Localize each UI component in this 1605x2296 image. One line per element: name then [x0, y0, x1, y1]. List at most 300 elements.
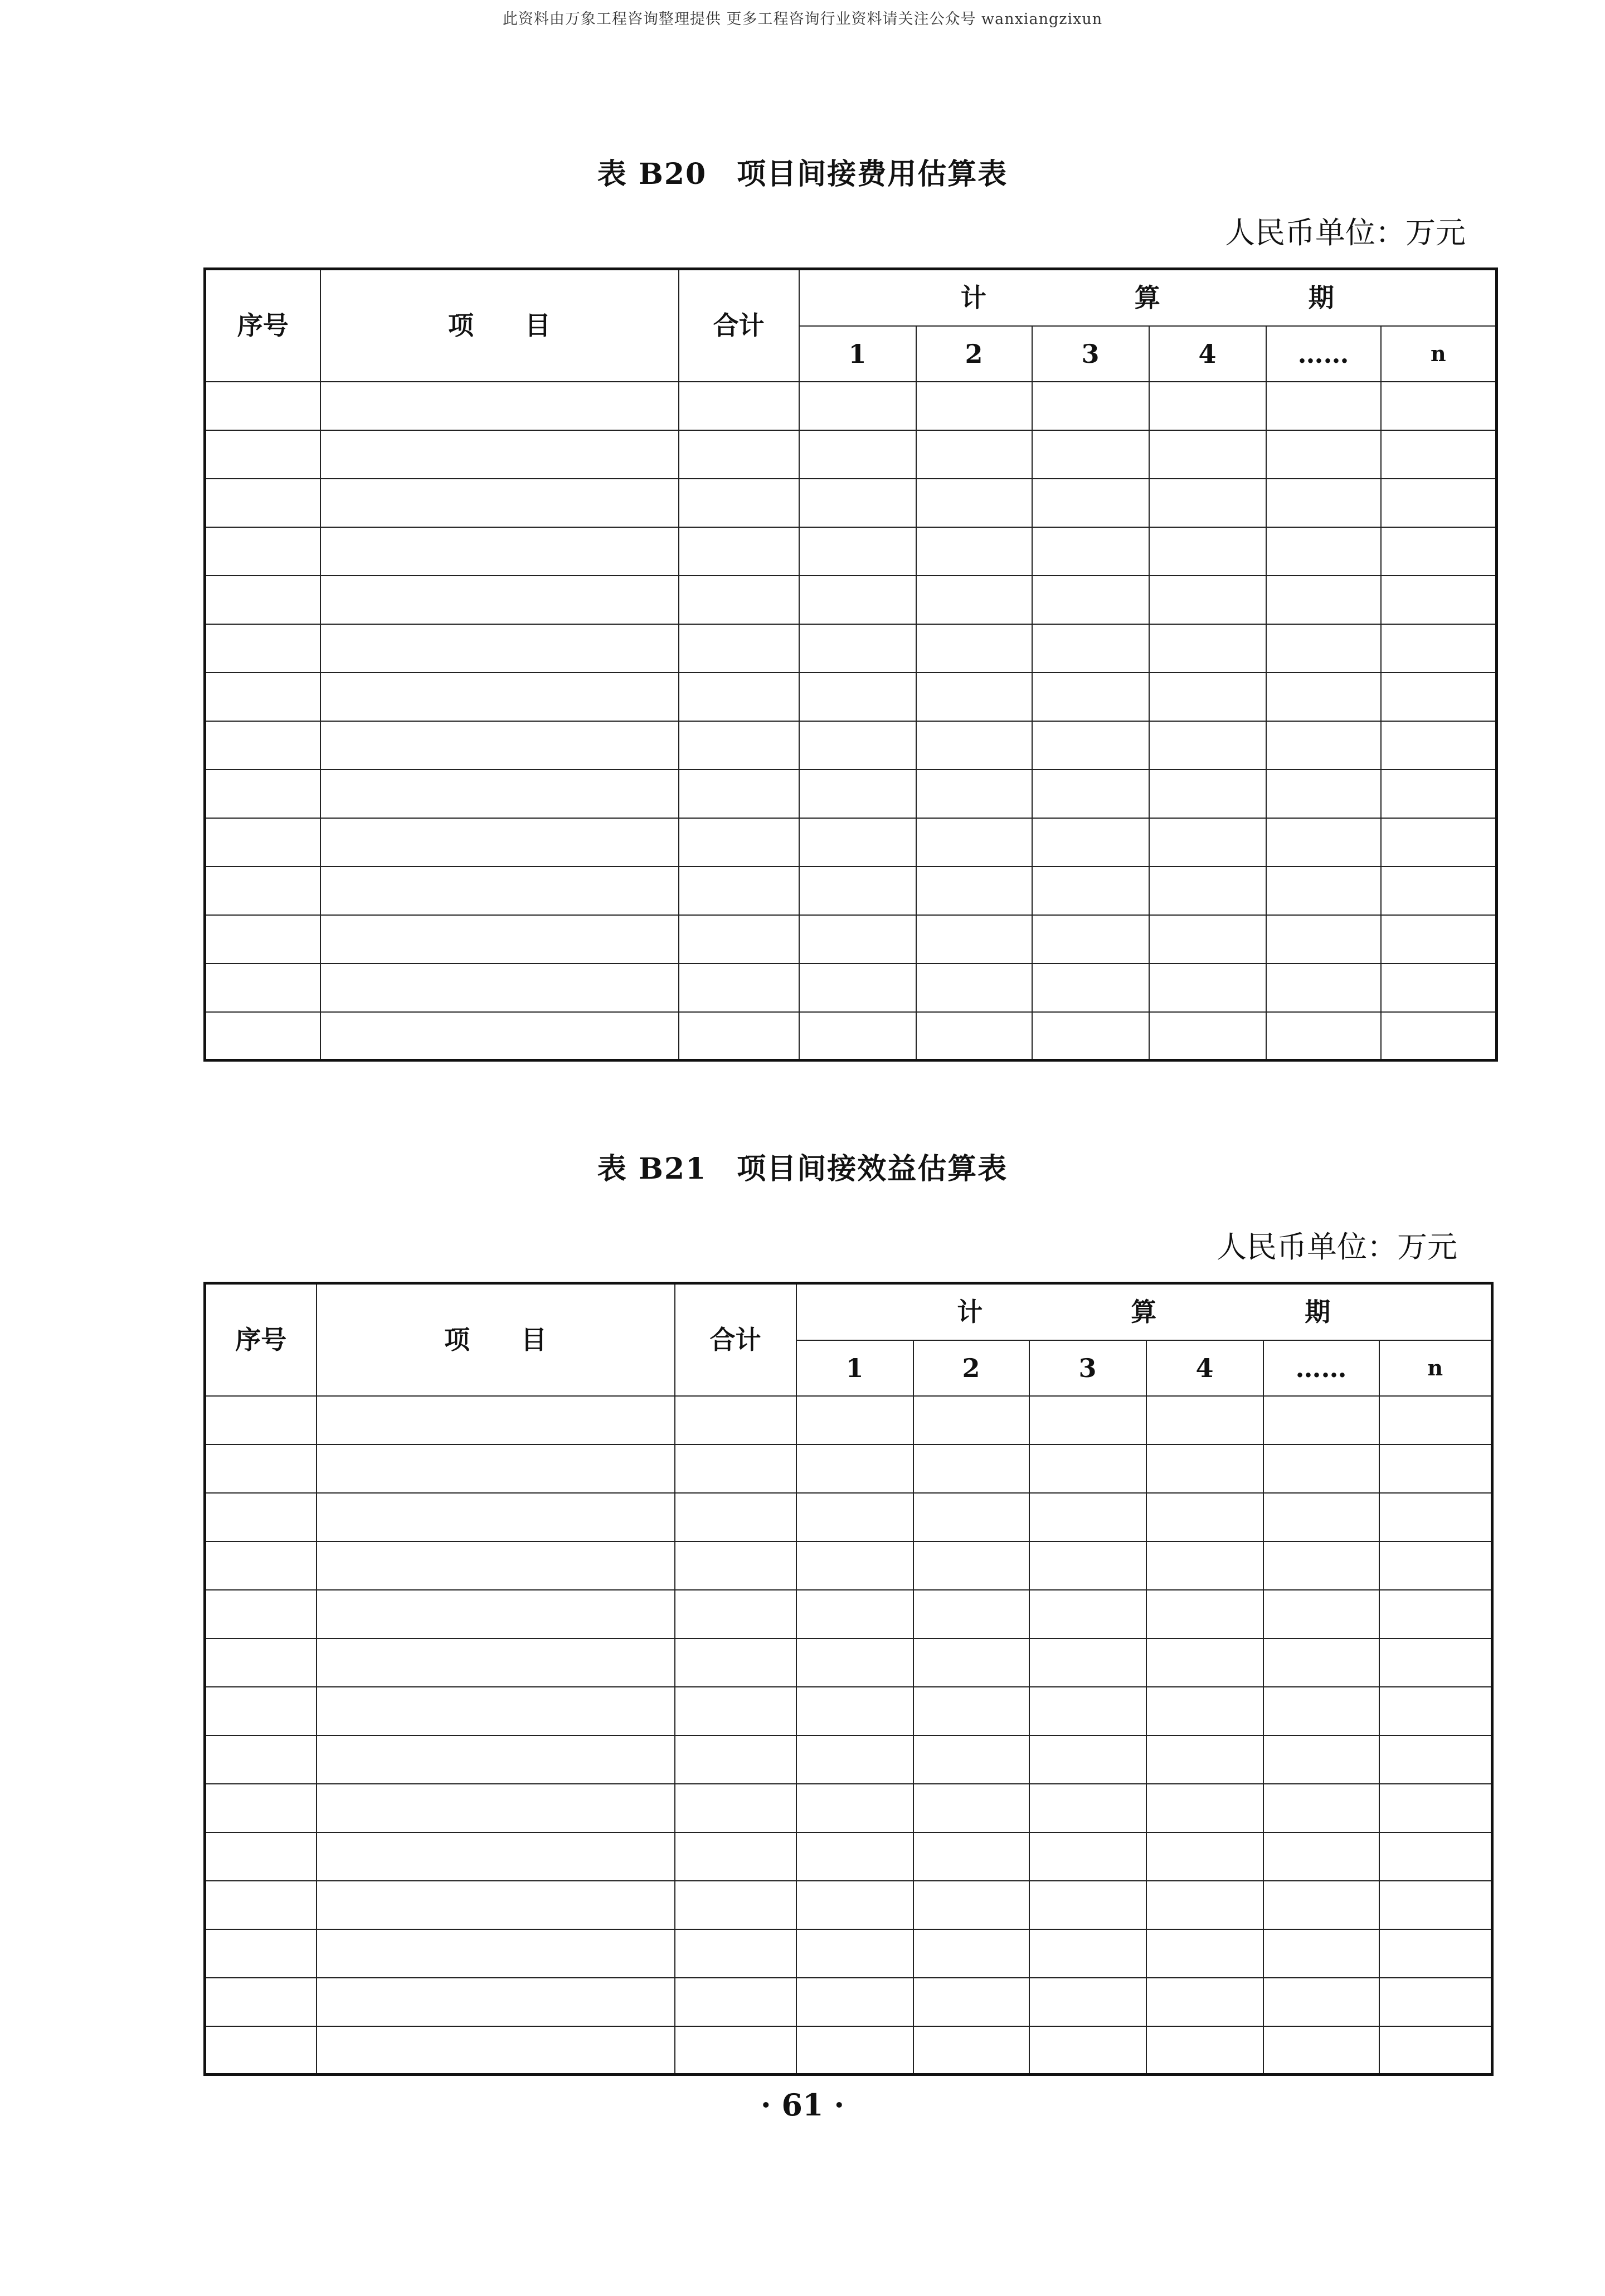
- empty-cell: [799, 527, 916, 576]
- empty-cell: [1381, 721, 1497, 770]
- empty-cell: [913, 1444, 1029, 1493]
- period-col-1: 1: [799, 326, 916, 382]
- empty-cell: [679, 1012, 799, 1061]
- empty-cell: [205, 1493, 317, 1541]
- empty-cell: [205, 1444, 317, 1493]
- empty-cell: [799, 867, 916, 915]
- empty-cell: [1381, 382, 1497, 430]
- empty-cell: [205, 1978, 317, 2026]
- empty-cell: [1263, 2026, 1379, 2075]
- empty-cell: [675, 1832, 796, 1881]
- empty-cell: [205, 1784, 317, 1832]
- empty-cell: [1146, 2026, 1263, 2075]
- empty-cell: [1263, 1541, 1379, 1590]
- empty-cell: [1263, 1687, 1379, 1735]
- empty-cell: [916, 867, 1032, 915]
- table-row: [205, 624, 1497, 673]
- empty-cell: [1146, 1541, 1263, 1590]
- empty-cell: [679, 479, 799, 527]
- empty-cell: [320, 964, 679, 1012]
- empty-cell: [799, 624, 916, 673]
- empty-cell: [1029, 1590, 1146, 1638]
- empty-cell: [205, 1929, 317, 1978]
- empty-cell: [675, 1881, 796, 1929]
- empty-cell: [679, 624, 799, 673]
- empty-cell: [1029, 1832, 1146, 1881]
- empty-cell: [1149, 915, 1266, 964]
- empty-cell: [796, 2026, 913, 2075]
- empty-cell: [916, 673, 1032, 721]
- empty-cell: [1029, 1929, 1146, 1978]
- empty-cell: [1032, 430, 1149, 479]
- item-header: 项 目: [317, 1283, 675, 1396]
- empty-cell: [320, 382, 679, 430]
- empty-cell: [799, 479, 916, 527]
- empty-cell: [1381, 818, 1497, 867]
- empty-cell: [913, 1929, 1029, 1978]
- empty-cell: [675, 1444, 796, 1493]
- empty-cell: [916, 1012, 1032, 1061]
- empty-cell: [317, 1687, 675, 1735]
- empty-cell: [1032, 721, 1149, 770]
- empty-cell: [317, 2026, 675, 2075]
- empty-cell: [1149, 867, 1266, 915]
- empty-cell: [1029, 1541, 1146, 1590]
- empty-cell: [1381, 479, 1497, 527]
- empty-cell: [1266, 673, 1381, 721]
- empty-cell: [1263, 1638, 1379, 1687]
- empty-cell: [799, 818, 916, 867]
- table-row: [205, 964, 1497, 1012]
- empty-cell: [1149, 721, 1266, 770]
- empty-cell: [1032, 479, 1149, 527]
- table-row: [205, 1444, 1492, 1493]
- seq-header: 序号: [205, 1283, 317, 1396]
- empty-cell: [1146, 1978, 1263, 2026]
- empty-cell: [1032, 624, 1149, 673]
- empty-cell: [916, 721, 1032, 770]
- empty-cell: [1149, 770, 1266, 818]
- empty-cell: [317, 1444, 675, 1493]
- empty-cell: [1379, 1687, 1492, 1735]
- empty-cell: [1149, 576, 1266, 624]
- empty-cell: [320, 527, 679, 576]
- empty-cell: [913, 1396, 1029, 1444]
- table-row: [205, 1832, 1492, 1881]
- empty-cell: [205, 1012, 320, 1061]
- empty-cell: [1146, 1929, 1263, 1978]
- empty-cell: [317, 1638, 675, 1687]
- table-row: [205, 721, 1497, 770]
- table-row: [205, 1735, 1492, 1784]
- empty-cell: [1029, 1881, 1146, 1929]
- table-row: [205, 1012, 1497, 1061]
- table-row: [205, 1978, 1492, 2026]
- empty-cell: [317, 1832, 675, 1881]
- empty-cell: [799, 964, 916, 1012]
- empty-cell: [1032, 382, 1149, 430]
- empty-cell: [1146, 1784, 1263, 1832]
- table-b20-title: 表 B20 项目间接费用估算表: [597, 157, 1008, 191]
- empty-cell: [1263, 1735, 1379, 1784]
- period-col-4: 4: [1149, 326, 1266, 382]
- empty-cell: [1379, 1784, 1492, 1832]
- empty-cell: [320, 430, 679, 479]
- empty-cell: [1379, 2026, 1492, 2075]
- table-row: [205, 527, 1497, 576]
- empty-cell: [1149, 1012, 1266, 1061]
- empty-cell: [205, 818, 320, 867]
- empty-cell: [1379, 1590, 1492, 1638]
- empty-cell: [1146, 1444, 1263, 1493]
- empty-cell: [1263, 1444, 1379, 1493]
- table-row: [205, 673, 1497, 721]
- table-row: [205, 1541, 1492, 1590]
- table-b20-unit: 人民币单位：万元: [1225, 215, 1466, 250]
- empty-cell: [916, 430, 1032, 479]
- table-row: [205, 867, 1497, 915]
- empty-cell: [1029, 1735, 1146, 1784]
- empty-cell: [205, 1832, 317, 1881]
- empty-cell: [679, 867, 799, 915]
- period-col-4: 4: [1146, 1340, 1263, 1396]
- table-row: [205, 1638, 1492, 1687]
- empty-cell: [1266, 964, 1381, 1012]
- empty-cell: [675, 1978, 796, 2026]
- empty-cell: [1029, 1784, 1146, 1832]
- empty-cell: [913, 1784, 1029, 1832]
- empty-cell: [1381, 576, 1497, 624]
- empty-cell: [1029, 1638, 1146, 1687]
- empty-cell: [1149, 964, 1266, 1012]
- empty-cell: [317, 1735, 675, 1784]
- empty-cell: [679, 576, 799, 624]
- empty-cell: [679, 673, 799, 721]
- empty-cell: [1266, 818, 1381, 867]
- empty-cell: [796, 1493, 913, 1541]
- empty-cell: [1032, 770, 1149, 818]
- empty-cell: [1379, 1638, 1492, 1687]
- period-col-ellipsis: ……: [1263, 1340, 1379, 1396]
- table-row: [205, 1929, 1492, 1978]
- empty-cell: [796, 1735, 913, 1784]
- empty-cell: [1149, 479, 1266, 527]
- empty-cell: [1266, 576, 1381, 624]
- period-col-2: 2: [916, 326, 1032, 382]
- empty-cell: [1029, 1493, 1146, 1541]
- empty-cell: [799, 382, 916, 430]
- empty-cell: [916, 818, 1032, 867]
- empty-cell: [1149, 527, 1266, 576]
- empty-cell: [1149, 382, 1266, 430]
- table-b21-title: 表 B21 项目间接效益估算表: [597, 1152, 1008, 1186]
- empty-cell: [796, 1396, 913, 1444]
- empty-cell: [317, 1396, 675, 1444]
- empty-cell: [1266, 1012, 1381, 1061]
- empty-cell: [1263, 1590, 1379, 1638]
- empty-cell: [796, 1444, 913, 1493]
- empty-cell: [913, 1735, 1029, 1784]
- period-col-n: n: [1379, 1340, 1492, 1396]
- page-number: · 61 ·: [760, 2087, 845, 2123]
- empty-cell: [1149, 430, 1266, 479]
- empty-cell: [799, 673, 916, 721]
- empty-cell: [679, 382, 799, 430]
- empty-cell: [1266, 479, 1381, 527]
- empty-cell: [916, 964, 1032, 1012]
- empty-cell: [675, 1638, 796, 1687]
- empty-cell: [205, 576, 320, 624]
- header-note: 此资料由万象工程咨询整理提供 更多工程咨询行业资料请关注公众号 wanxiangzixun: [502, 11, 1103, 28]
- empty-cell: [913, 1832, 1029, 1881]
- empty-cell: [1381, 624, 1497, 673]
- empty-cell: [913, 1493, 1029, 1541]
- empty-cell: [320, 770, 679, 818]
- period-col-2: 2: [913, 1340, 1029, 1396]
- empty-cell: [913, 1590, 1029, 1638]
- empty-cell: [675, 1929, 796, 1978]
- empty-cell: [1032, 527, 1149, 576]
- empty-cell: [1266, 430, 1381, 479]
- empty-cell: [205, 1541, 317, 1590]
- empty-cell: [675, 2026, 796, 2075]
- empty-cell: [1266, 721, 1381, 770]
- empty-cell: [799, 915, 916, 964]
- period-col-3: 3: [1029, 1340, 1146, 1396]
- empty-cell: [1263, 1881, 1379, 1929]
- empty-cell: [1379, 1978, 1492, 2026]
- empty-cell: [1032, 964, 1149, 1012]
- empty-cell: [1266, 624, 1381, 673]
- empty-cell: [796, 1590, 913, 1638]
- empty-cell: [1381, 867, 1497, 915]
- empty-cell: [1146, 1638, 1263, 1687]
- empty-cell: [205, 1881, 317, 1929]
- empty-cell: [913, 1541, 1029, 1590]
- table-row: [205, 1784, 1492, 1832]
- empty-cell: [1146, 1735, 1263, 1784]
- empty-cell: [913, 1881, 1029, 1929]
- empty-cell: [1381, 673, 1497, 721]
- empty-cell: [675, 1396, 796, 1444]
- period-col-n: n: [1381, 326, 1497, 382]
- table-row: [205, 1881, 1492, 1929]
- empty-cell: [679, 915, 799, 964]
- empty-cell: [205, 1735, 317, 1784]
- empty-cell: [916, 382, 1032, 430]
- empty-cell: [1263, 1784, 1379, 1832]
- empty-cell: [916, 576, 1032, 624]
- empty-cell: [916, 915, 1032, 964]
- empty-cell: [1266, 382, 1381, 430]
- empty-cell: [205, 624, 320, 673]
- empty-cell: [1149, 818, 1266, 867]
- empty-cell: [1149, 673, 1266, 721]
- empty-cell: [796, 1687, 913, 1735]
- empty-cell: [1381, 964, 1497, 1012]
- empty-cell: [913, 1638, 1029, 1687]
- empty-cell: [796, 1978, 913, 2026]
- empty-cell: [675, 1687, 796, 1735]
- empty-cell: [317, 1784, 675, 1832]
- empty-cell: [916, 624, 1032, 673]
- empty-cell: [205, 721, 320, 770]
- empty-cell: [1379, 1735, 1492, 1784]
- empty-cell: [1146, 1493, 1263, 1541]
- empty-cell: [675, 1784, 796, 1832]
- empty-cell: [679, 818, 799, 867]
- empty-cell: [1379, 1832, 1492, 1881]
- empty-cell: [317, 1929, 675, 1978]
- empty-cell: [205, 1396, 317, 1444]
- empty-cell: [1146, 1832, 1263, 1881]
- empty-cell: [1032, 576, 1149, 624]
- empty-cell: [796, 1784, 913, 1832]
- empty-cell: [1379, 1493, 1492, 1541]
- empty-cell: [205, 673, 320, 721]
- table-row: [205, 479, 1497, 527]
- empty-cell: [1379, 1444, 1492, 1493]
- empty-cell: [913, 2026, 1029, 2075]
- table-row: [205, 1396, 1492, 1444]
- empty-cell: [675, 1493, 796, 1541]
- empty-cell: [1146, 1687, 1263, 1735]
- total-header: 合计: [675, 1283, 796, 1396]
- empty-cell: [913, 1687, 1029, 1735]
- empty-cell: [1381, 915, 1497, 964]
- empty-cell: [1029, 1396, 1146, 1444]
- empty-cell: [1029, 2026, 1146, 2075]
- table-row: [205, 430, 1497, 479]
- period-col-3: 3: [1032, 326, 1149, 382]
- empty-cell: [320, 867, 679, 915]
- empty-cell: [1266, 527, 1381, 576]
- empty-cell: [679, 770, 799, 818]
- empty-cell: [1146, 1590, 1263, 1638]
- table-row: [205, 1687, 1492, 1735]
- empty-cell: [675, 1590, 796, 1638]
- empty-cell: [916, 479, 1032, 527]
- empty-cell: [317, 1493, 675, 1541]
- empty-cell: [205, 867, 320, 915]
- empty-cell: [1032, 1012, 1149, 1061]
- empty-cell: [1263, 1832, 1379, 1881]
- empty-cell: [320, 576, 679, 624]
- empty-cell: [675, 1541, 796, 1590]
- empty-cell: [317, 1541, 675, 1590]
- empty-cell: [1379, 1541, 1492, 1590]
- empty-cell: [796, 1638, 913, 1687]
- empty-cell: [1266, 867, 1381, 915]
- empty-cell: [320, 624, 679, 673]
- empty-cell: [1029, 1687, 1146, 1735]
- table-row: [205, 1493, 1492, 1541]
- empty-cell: [205, 1638, 317, 1687]
- empty-cell: [1029, 1444, 1146, 1493]
- empty-cell: [679, 430, 799, 479]
- seq-header: 序号: [205, 269, 320, 382]
- empty-cell: [799, 721, 916, 770]
- empty-cell: [205, 915, 320, 964]
- empty-cell: [679, 527, 799, 576]
- empty-cell: [1032, 915, 1149, 964]
- empty-cell: [317, 1978, 675, 2026]
- table-row: [205, 2026, 1492, 2075]
- period-col-ellipsis: ……: [1266, 326, 1381, 382]
- period-header: 计 算 期: [799, 269, 1497, 326]
- empty-cell: [205, 527, 320, 576]
- table-row: [205, 770, 1497, 818]
- empty-cell: [1381, 1012, 1497, 1061]
- empty-cell: [1263, 1493, 1379, 1541]
- empty-cell: [1032, 818, 1149, 867]
- empty-cell: [1146, 1396, 1263, 1444]
- empty-cell: [205, 430, 320, 479]
- empty-cell: [320, 479, 679, 527]
- empty-cell: [1263, 1929, 1379, 1978]
- empty-cell: [916, 770, 1032, 818]
- empty-cell: [1266, 915, 1381, 964]
- empty-cell: [679, 964, 799, 1012]
- empty-cell: [320, 915, 679, 964]
- empty-cell: [796, 1881, 913, 1929]
- table-row: [205, 576, 1497, 624]
- empty-cell: [317, 1881, 675, 1929]
- empty-cell: [1149, 624, 1266, 673]
- empty-cell: [799, 576, 916, 624]
- table-row: [205, 915, 1497, 964]
- empty-cell: [320, 721, 679, 770]
- empty-cell: [916, 527, 1032, 576]
- empty-cell: [1263, 1396, 1379, 1444]
- empty-cell: [205, 770, 320, 818]
- empty-cell: [796, 1832, 913, 1881]
- empty-cell: [1381, 527, 1497, 576]
- empty-cell: [320, 673, 679, 721]
- period-header: 计 算 期: [796, 1283, 1492, 1340]
- empty-cell: [320, 1012, 679, 1061]
- empty-cell: [205, 2026, 317, 2075]
- empty-cell: [796, 1929, 913, 1978]
- table-b21-unit: 人民币单位：万元: [1217, 1229, 1457, 1264]
- total-header: 合计: [679, 269, 799, 382]
- empty-cell: [1029, 1978, 1146, 2026]
- empty-cell: [1266, 770, 1381, 818]
- table-b20: [203, 267, 1498, 1062]
- empty-cell: [799, 430, 916, 479]
- empty-cell: [679, 721, 799, 770]
- empty-cell: [205, 1590, 317, 1638]
- empty-cell: [675, 1735, 796, 1784]
- empty-cell: [205, 1687, 317, 1735]
- empty-cell: [320, 818, 679, 867]
- empty-cell: [317, 1590, 675, 1638]
- empty-cell: [1032, 867, 1149, 915]
- item-header: 项 目: [320, 269, 679, 382]
- table-row: [205, 1590, 1492, 1638]
- empty-cell: [205, 964, 320, 1012]
- empty-cell: [1146, 1881, 1263, 1929]
- empty-cell: [1379, 1929, 1492, 1978]
- empty-cell: [1381, 770, 1497, 818]
- empty-cell: [205, 479, 320, 527]
- table-row: [205, 818, 1497, 867]
- empty-cell: [913, 1978, 1029, 2026]
- empty-cell: [1379, 1881, 1492, 1929]
- empty-cell: [799, 770, 916, 818]
- period-col-1: 1: [796, 1340, 913, 1396]
- empty-cell: [796, 1541, 913, 1590]
